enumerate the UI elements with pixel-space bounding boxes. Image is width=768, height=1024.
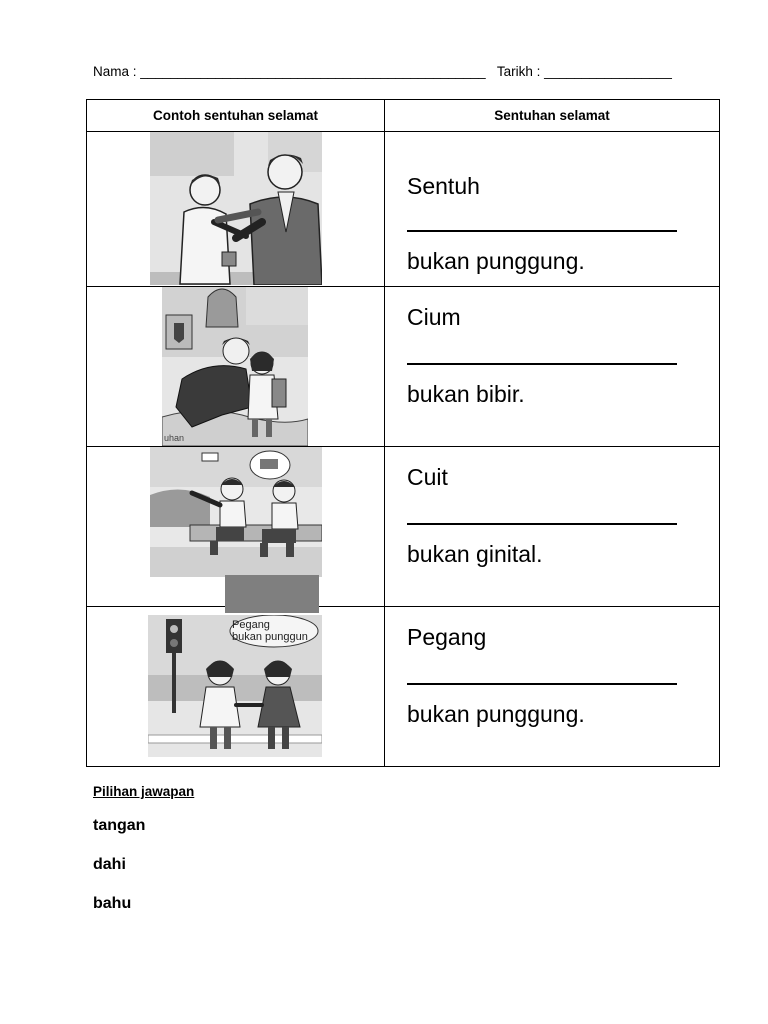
boys-bench-illustration xyxy=(150,447,322,577)
safe-touch-text-cell xyxy=(385,132,720,287)
touch-exclusion: bukan ginital. xyxy=(407,541,543,567)
answer-blank[interactable] xyxy=(407,353,677,365)
illustration-cell xyxy=(87,287,385,447)
safe-touch-text-cell xyxy=(385,447,720,607)
table-row xyxy=(87,287,720,447)
safe-touch-text-cell xyxy=(385,287,720,447)
illustration-cell xyxy=(87,132,385,287)
worksheet-header xyxy=(93,64,733,79)
tarikh-field-label: Tarikh : _________________ xyxy=(496,64,672,79)
column-header-examples: Contoh sentuhan selamat xyxy=(87,100,385,132)
answer-blank[interactable] xyxy=(407,673,677,685)
forehead-kiss-illustration xyxy=(162,287,308,446)
table-row xyxy=(87,447,720,607)
safe-touch-text-cell xyxy=(385,607,720,767)
column-header-safe-touch: Sentuhan selamat xyxy=(385,100,720,132)
table-row xyxy=(87,607,720,767)
touch-exclusion: bukan punggung. xyxy=(407,701,585,727)
worksheet-table xyxy=(86,99,720,767)
answer-blank[interactable] xyxy=(407,513,677,525)
answer-choice: dahi xyxy=(93,856,126,873)
touch-exclusion: bukan bibir. xyxy=(407,381,525,407)
touch-exclusion: bukan punggung. xyxy=(407,248,585,274)
illustration-sign-text: uhan xyxy=(164,433,185,443)
answer-blank[interactable] xyxy=(407,220,677,232)
answer-choice: bahu xyxy=(93,895,132,912)
touch-verb: Cium xyxy=(407,304,461,330)
table-header-row xyxy=(87,100,720,132)
speech-bubble-text: Pegang bukan punggun xyxy=(232,619,308,643)
illustration-cell xyxy=(87,607,385,767)
illustration-cell xyxy=(87,447,385,607)
nama-field-label: Nama : ______________________________________________ xyxy=(93,64,486,79)
table-row xyxy=(87,132,720,287)
answer-choice: tangan xyxy=(93,817,146,834)
answer-choices-title: Pilihan jawapan xyxy=(93,784,195,799)
touch-verb: Cuit xyxy=(407,464,448,490)
touch-verb: Sentuh xyxy=(407,173,480,199)
touch-verb: Pegang xyxy=(407,624,487,650)
handshake-illustration xyxy=(150,132,322,285)
